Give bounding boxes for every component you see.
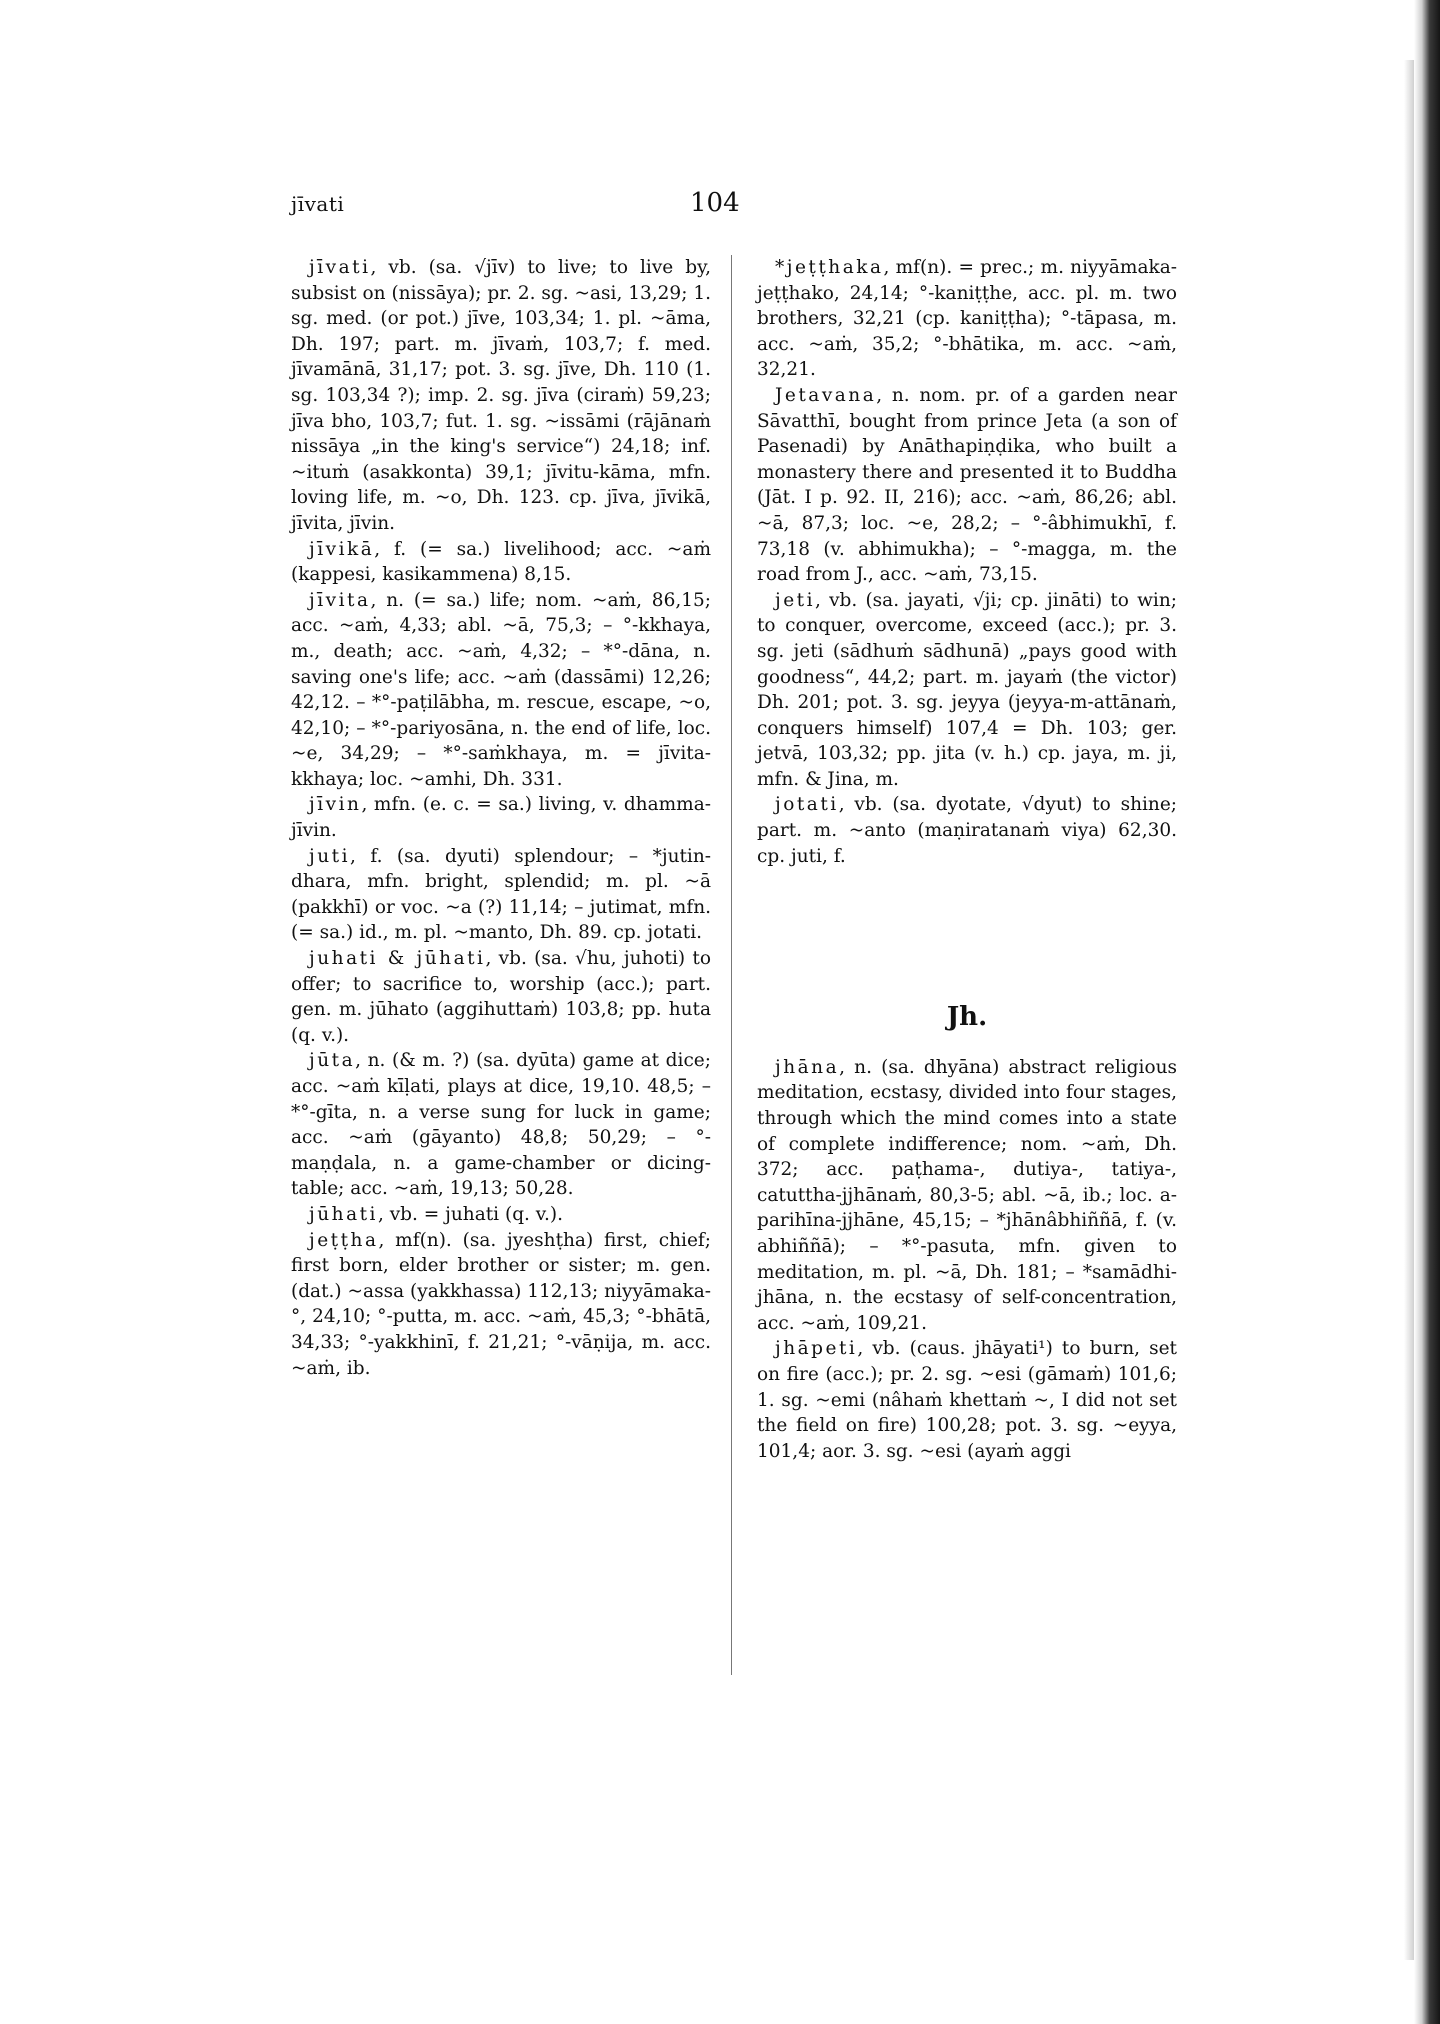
dictionary-entry	[291, 537, 711, 588]
entry-text: , vb. (sa. √jīv) to live; to live by, subsist on (nissāya); pr. 2. sg. ~asi, 13,29; 1. sg. med. (or pot.) jīve, 103,34; 1. pl. ~āma, Dh. 197; part. m. jīvaṁ, 103,7; f. med. jīvamānā, 31,17; pot. 3. sg. jīve, Dh. 110 (1. sg. 103,34 ?); imp. 2. sg. jīva (ciraṁ) 59,23; jīva bho, 103,7; fut. 1. sg. ~issāmi (rājānaṁ nissāya „in the king's service“) 24,18; inf. ~ituṁ (asakkonta) 39,1; jīvitu-kāma, mfn. loving life, m. ~o, Dh. 123. cp. jīva, jīvikā, jīvita, jīvin.	[291, 257, 711, 534]
headword: jīvati	[309, 257, 371, 278]
column-divider	[731, 255, 732, 1675]
entry-text: , n. (= sa.) life; nom. ~aṁ, 86,15; acc. ~aṁ, 4,33; abl. ~ā, 75,3; – °-kkhaya, m., death; acc. ~aṁ, 4,32; – *°-dāna, n. saving one's life; acc. ~aṁ (dassāmi) 12,26; 42,12. – *°-paṭilābha, m. rescue, escape, ~o, 42,10; – *°-pariyosāna, n. the end of life, loc. ~e, 34,29; – *°-saṁkhaya, m. = jīvita-kkhaya; loc. ~amhi, Dh. 331.	[291, 589, 711, 790]
running-head: jīvati	[291, 192, 345, 216]
headword: jūta	[309, 1050, 356, 1072]
headword: jeṭṭha	[309, 1229, 379, 1251]
entry-text: , n. nom. pr. of a garden near Sāvatthī, bought from prince Jeta (a son of Pasenadi) by Anāthapiṇḍika, who built a monastery there and presented it to Buddha (Jāt. I p. 92. II, 216); acc. ~aṁ, 86,26; abl. ~ā, 87,3; loc. ~e, 28,2; – °-âbhimukhī, f. 73,18 (v. abhimukha); – °-magga, m. the road from J., acc. ~aṁ, 73,15.	[757, 384, 1177, 586]
headword: jīvita	[309, 589, 371, 611]
dictionary-entry	[757, 1336, 1177, 1464]
page-number: 104	[690, 188, 740, 218]
headword: juhati & jūhati	[309, 948, 486, 970]
entry-text: , f. (sa. dyuti) splendour; – *jutin-dhara, mfn. bright, splendid; m. pl. ~ā (pakkhī) or voc. ~a (?) 11,14; – jutimat, mfn. (= sa.) id., m. pl. ~manto, Dh. 89. cp. jotati.	[291, 845, 711, 944]
left-column	[291, 255, 711, 1381]
dictionary-entry	[291, 1228, 711, 1382]
headword: juti	[309, 845, 351, 867]
entry-text: , n. (sa. dhyāna) abstract religious meditation, ecstasy, divided into four stages, through which the mind comes into a state of complete indifference; nom. ~aṁ, Dh. 372; acc. paṭhama-, dutiya-, tatiya-, catuttha-jjhānaṁ, 80,3-5; abl. ~ā, ib.; loc. a-parihīna-jjhāne, 45,15; – *jhānâbhiññā, f. (v. abhiññā); – *°-pasuta, mfn. given to meditation, m. pl. ~ā, Dh. 181; – *samādhi-jhāna, n. the ecstasy of self-concentration, acc. ~aṁ, 109,21.	[757, 1056, 1177, 1334]
entry-text: , mf(n). (sa. jyeshṭha) first, chief; first born, elder brother or sister; m. gen. (dat.) ~assa (yakkhassa) 112,13; niyyāmaka-°, 24,10; °-putta, m. acc. ~aṁ, 45,3; °-bhātā, 34,33; °-yakkhinī, f. 21,21; °-vāṇija, m. acc. ~aṁ, ib.	[291, 1229, 711, 1379]
dictionary-entry	[291, 255, 711, 537]
headword: jhāpeti	[775, 1338, 858, 1360]
entry-text: , mfn. (e. c. = sa.) living, v. dhamma-jīvin.	[291, 794, 711, 842]
page-edge-shadow	[1404, 60, 1414, 1960]
headword: jhāna	[775, 1056, 840, 1078]
headword: jotati	[775, 794, 839, 816]
headword: jīvin	[309, 794, 362, 816]
dictionary-entry	[757, 792, 1177, 869]
headword: jūhati	[309, 1203, 378, 1225]
headword: *jeṭṭhaka	[775, 257, 884, 278]
dictionary-entry	[291, 1202, 711, 1228]
dictionary-entry	[291, 946, 711, 1048]
entry-text: , vb. (sa. jayati, √ji; cp. jināti) to win; to conquer, overcome, exceed (acc.); pr. 3. sg. jeti (sādhuṁ sādhunā) „pays good with goodness“, 44,2; part. m. jayaṁ (the victor) Dh. 201; pot. 3. sg. jeyya (jeyya-m-attānaṁ, conquers himself) 107,4 = Dh. 103; ger. jetvā, 103,32; pp. jita (v. h.) cp. jaya, m. ji, mfn. & Jina, m.	[757, 589, 1177, 790]
dictionary-entry	[757, 383, 1177, 588]
dictionary-entry	[291, 844, 711, 946]
section-heading: Jh.	[946, 1002, 988, 1033]
dictionary-entry	[757, 588, 1177, 793]
right-column	[757, 255, 1177, 1464]
scanned-page-edge	[1414, 0, 1440, 2024]
headword: Jetavana	[775, 384, 877, 406]
dictionary-entry	[757, 255, 1177, 383]
dictionary-entry	[757, 1055, 1177, 1337]
entry-text: , vb. (sa. dyotate, √dyut) to shine; part. m. ~anto (maṇiratanaṁ viya) 62,30. cp. juti, f.	[757, 794, 1177, 867]
entry-text: , vb. (caus. jhāyati¹) to burn, set on fire (acc.); pr. 2. sg. ~esi (gāmaṁ) 101,6; 1. sg. ~emi (nâhaṁ khettaṁ ~, I did not set the field on fire) 100,28; pot. 3. sg. ~eyya, 101,4; aor. 3. sg. ~esi (ayaṁ aggi	[757, 1338, 1177, 1462]
entry-text: , mf(n). = prec.; m. niyyāmaka-jeṭṭhako, 24,14; °-kaniṭṭhe, acc. pl. m. two brothers, 32,21 (cp. kaniṭṭha); °-tāpasa, m. acc. ~aṁ, 35,2; °-bhātika, m. acc. ~aṁ, 32,21.	[757, 257, 1177, 381]
entry-text: , vb. = juhati (q. v.).	[377, 1203, 564, 1225]
dictionary-entry	[291, 792, 711, 843]
entry-text: , vb. (sa. √hu, juhoti) to offer; to sacrifice to, worship (acc.); part. gen. m. jūhato (aggihuttaṁ) 103,8; pp. huta (q. v.).	[291, 948, 711, 1046]
dictionary-entry	[291, 588, 711, 793]
headword: jīvikā	[309, 538, 375, 560]
entry-text: , n. (& m. ?) (sa. dyūta) game at dice; acc. ~aṁ kīḷati, plays at dice, 19,10. 48,5; – *°-gīta, n. a verse sung for luck in game; acc. ~aṁ (gāyanto) 48,8; 50,29; – °-maṇḍala, n. a game-chamber or dicing-table; acc. ~aṁ, 19,13; 50,28.	[291, 1050, 711, 1200]
headword: jeti	[775, 589, 816, 611]
dictionary-entry	[291, 1048, 711, 1202]
entry-text: , f. (= sa.) livelihood; acc. ~aṁ (kappesi, kasikammena) 8,15.	[291, 538, 711, 586]
